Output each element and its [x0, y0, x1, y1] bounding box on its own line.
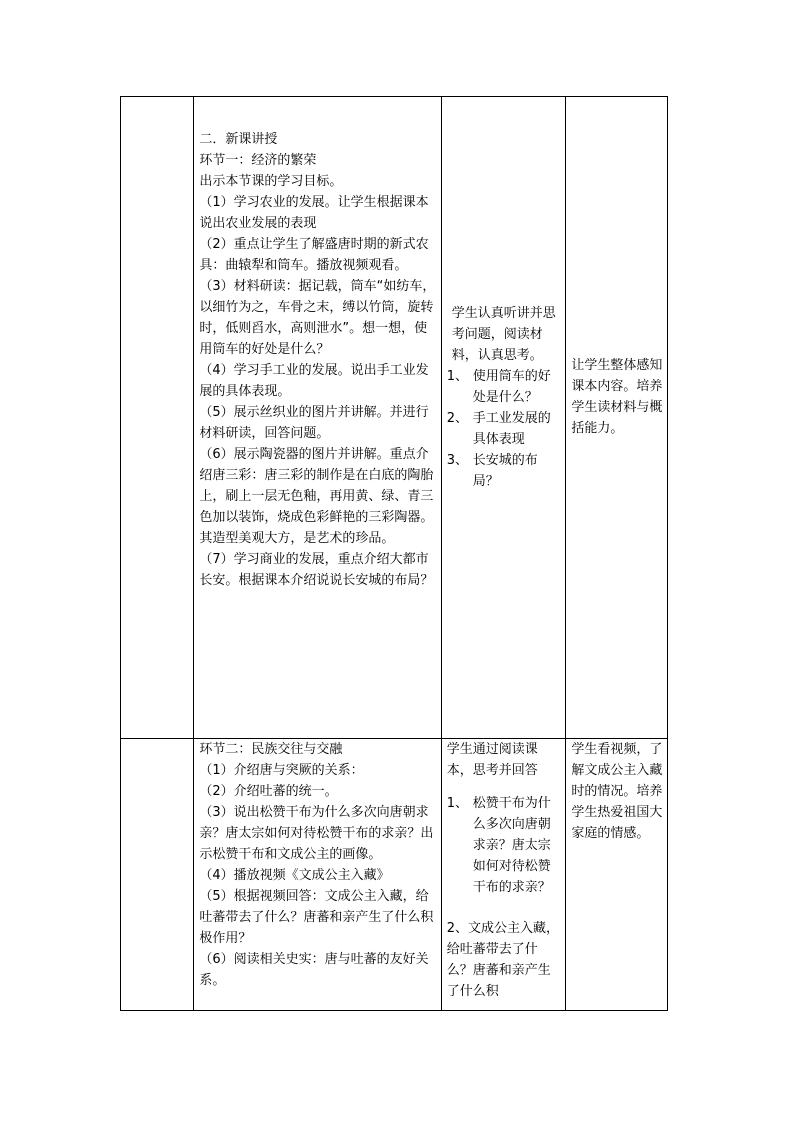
text-line: （3）材料研读：据记载，筒车“如纺车，以细竹为之，车骨之末，缚以竹筒，旋转时，低则舀水，高则泄水”。想一想，使用筒车的好处是什么？ [199, 279, 436, 357]
text-line: （6）展示陶瓷器的图片并讲解。重点介绍唐三彩：唐三彩的制作是在白底的陶胎上，刷上一层无色釉，再用黄、绿、青三色加以装饰，烧成色彩鲜艳的三彩陶器。其造型美观大方，是艺术的珍品。 [199, 447, 434, 546]
text-line: 环节二：民族交往与交融 [199, 742, 343, 757]
teacher-activity-cell [194, 97, 441, 739]
list-item [447, 793, 562, 898]
text-line: 学生通过阅读课本，思考并回答 [446, 742, 538, 778]
text-line: （4）播放视频《文成公主入藏》 [199, 868, 390, 883]
question-list [447, 366, 562, 492]
list-number: 2、 [446, 411, 469, 426]
design-intent-cell [566, 97, 668, 739]
list-number: 3、 [446, 453, 469, 468]
text-line: （1）学习农业的发展。让学生根据课本说出农业发展的表现 [199, 195, 429, 231]
text-line: （5）根据视频回答：文成公主入藏，给吐蕃带去了什么？唐蕃和亲产生了什么积极作用？ [199, 889, 434, 946]
table-row [121, 739, 668, 1011]
teacher-activity-cell [194, 739, 441, 1011]
list-text: 手工业发展的具体表现 [472, 411, 551, 447]
text-line: （7）学习商业的发展，重点介绍大都市长安。根据课本介绍说说长安城的布局？ [199, 552, 434, 588]
text-line: 学生看视频，了解文成公主入藏时的情况。培养学生热爱祖国大家庭的情感。 [571, 742, 663, 841]
text-line: 让学生整体感知课本内容。培养学生读材料与概括能力。 [571, 358, 663, 436]
list-number: 1、 [446, 796, 469, 811]
list-number: 1、 [446, 369, 469, 384]
blank-cell [121, 739, 194, 1011]
list-item [447, 366, 562, 408]
student-activity-cell [441, 739, 566, 1011]
list-text: 松赞干布为什么多次向唐朝求亲？唐太宗如何对待松赞干布的求亲？ [472, 796, 551, 895]
text-line: （6）阅读相关史实：唐与吐蕃的友好关系。 [199, 952, 429, 988]
text-line: 2、文成公主入藏，给吐蕃带去了什么？唐蕃和亲产生了什么积 [446, 921, 560, 999]
table-row [121, 97, 668, 739]
text-line: （3）说出松赞干布为什么多次向唐朝求亲？唐太宗如何对待松赞干布的求亲？出示松赞干布和文成公主的画像。 [199, 805, 434, 862]
text-line: （4）学习手工业的发展。说出手工业发展的具体表现。 [199, 363, 429, 399]
blank-cell [121, 97, 194, 739]
text-line: （2）介绍吐蕃的统一。 [199, 784, 338, 799]
text-line: （2）重点让学生了解盛唐时期的新式农具：曲辕犁和筒车。播放视频观看。 [199, 237, 429, 273]
lesson-plan-table [120, 96, 668, 1011]
text-line: 二．新课讲授 [199, 132, 278, 147]
list-item [447, 408, 562, 450]
design-intent-cell [566, 739, 668, 1011]
text-line: （1）介绍唐与突厥的关系： [199, 763, 364, 778]
text-line: 环节一：经济的繁荣 [199, 153, 317, 168]
text-line: 学生认真听讲并思考问题，阅读材料，认真思考。 [451, 306, 556, 363]
text-line: 出示本节课的学习目标。 [199, 174, 343, 189]
list-item [447, 450, 562, 492]
list-text: 使用筒车的好处是什么？ [472, 369, 551, 405]
text-line: （5）展示丝织业的图片并讲解。并进行材料研读，回答问题。 [199, 405, 429, 441]
list-text: 长安城的布局？ [472, 453, 538, 489]
question-list [447, 793, 562, 898]
student-activity-cell [441, 97, 566, 739]
